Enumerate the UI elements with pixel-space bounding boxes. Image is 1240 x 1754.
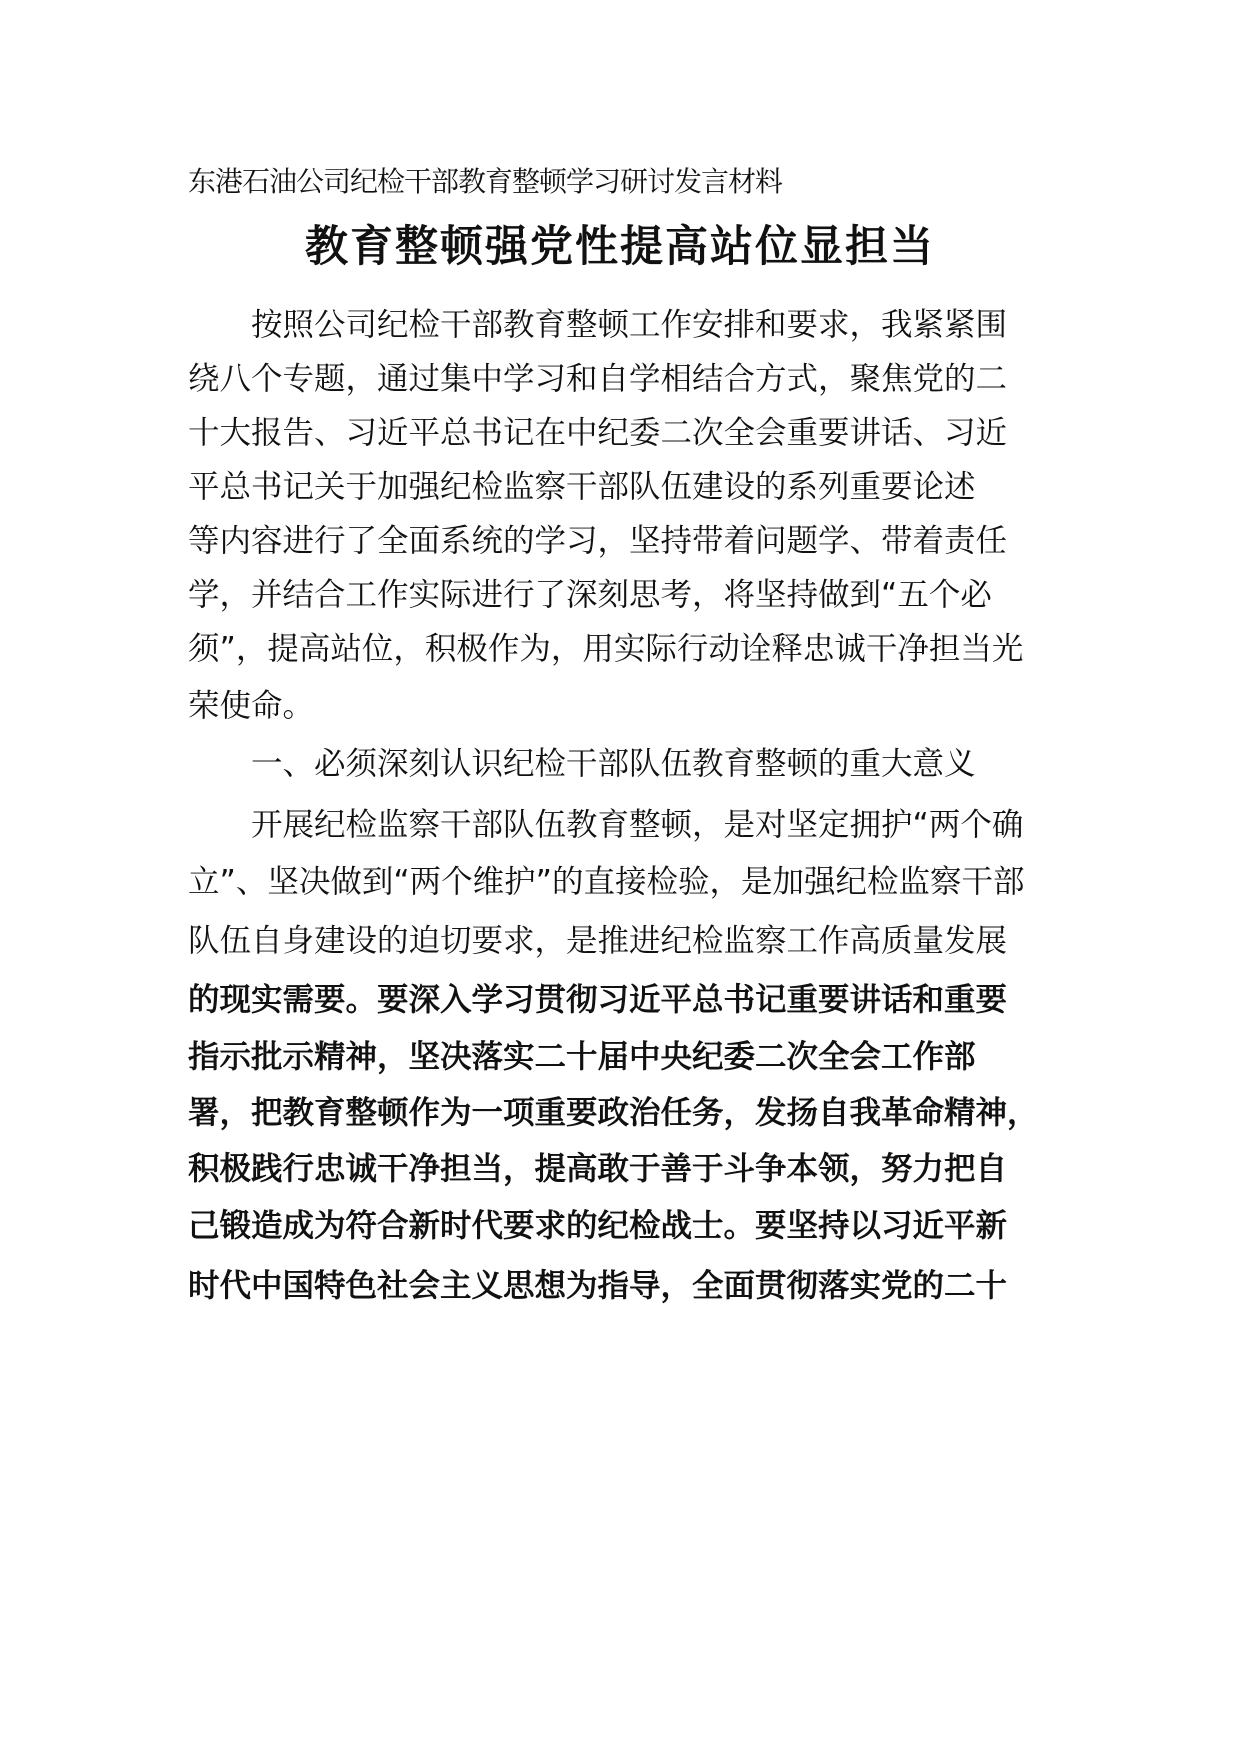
paragraph-line-bold: 署，把教育整顿作为一项重要政治任务，发扬自我革命精神， [188, 1095, 1039, 1131]
paragraph-line: 开展纪检监察干部队伍教育整顿，是对坚定拥护“两个确 [188, 807, 1024, 843]
paragraph-line-bold: 时代中国特色社会主义思想为指导，全面贯彻落实党的二十 [188, 1268, 1008, 1304]
paragraph-line-bold: 己锻造成为符合新时代要求的纪检战士。要坚持以习近平新 [188, 1208, 1008, 1244]
document-title: 教育整顿强党性提高站位显担当 [305, 222, 935, 272]
section-heading: 一、必须深刻认识纪检干部队伍教育整顿的重大意义 [188, 746, 976, 782]
paragraph-line: 须”，提高站位，积极作为，用实际行动诠释忠诚干净担当光 [188, 631, 1024, 667]
paragraph-line-bold: 的现实需要。要深入学习贯彻习近平总书记重要讲话和重要 [188, 982, 1008, 1018]
paragraph-line: 立”、坚决做到“两个维护”的直接检验，是加强纪检监察干部 [188, 864, 1025, 900]
paragraph-line: 十大报告、习近平总书记在中纪委二次全会重要讲话、习近 [188, 415, 1008, 451]
paragraph-line: 等内容进行了全面系统的学习，坚持带着问题学、带着责任 [188, 523, 1008, 559]
paragraph-line: 荣使命。 [188, 688, 315, 724]
paragraph-line-bold: 指示批示精神，坚决落实二十届中央纪委二次全会工作部 [188, 1039, 976, 1075]
paragraph-line: 平总书记关于加强纪检监察干部队伍建设的系列重要论述 [188, 469, 976, 505]
paragraph-line: 绕八个专题，通过集中学习和自学相结合方式，聚焦党的二 [188, 361, 1008, 397]
paragraph-line-bold: 积极践行忠诚干净担当，提高敢于善于斗争本领，努力把自 [188, 1151, 1008, 1187]
paragraph-line: 队伍自身建设的迫切要求，是推进纪检监察工作高质量发展 [188, 923, 1008, 959]
paragraph-line: 学，并结合工作实际进行了深刻思考，将坚持做到“五个必 [188, 577, 992, 613]
document-header: 东港石油公司纪检干部教育整顿学习研讨发言材料 [188, 165, 783, 198]
paragraph-line: 按照公司纪检干部教育整顿工作安排和要求，我紧紧围 [188, 307, 1008, 343]
